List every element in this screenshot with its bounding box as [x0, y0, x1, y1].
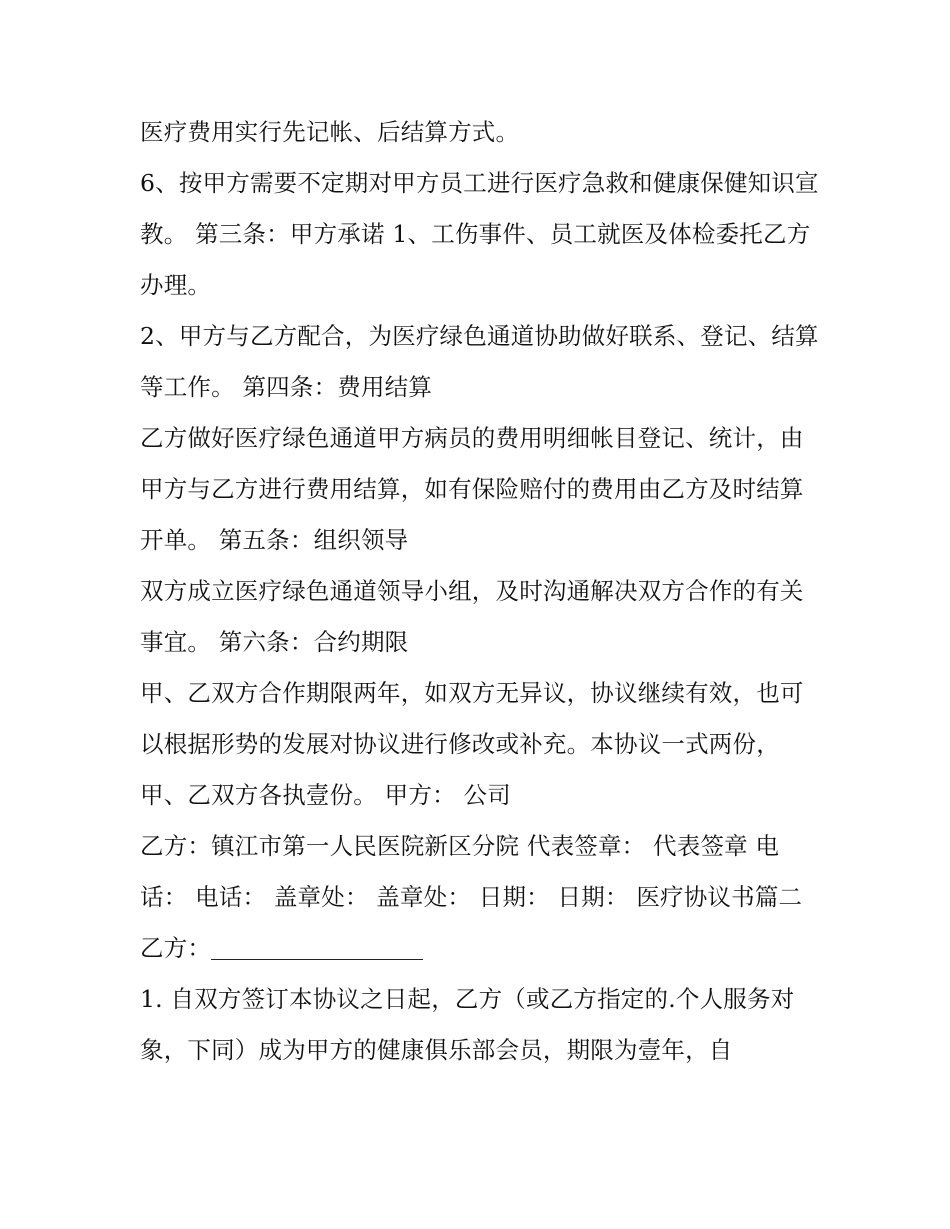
paragraph-7: 乙方：镇江市第一人民医院新区分院 代表签章： 代表签章 电话： 电话： 盖章处： 盖章处： 日期： 日期： 医疗协议书篇二	[140, 832, 803, 911]
paragraph-5: 双方成立医疗绿色通道领导小组，及时沟通解决双方合作的有关事宜。 第六条：合约期限	[140, 577, 804, 656]
party-b-line	[140, 923, 820, 974]
paragraph-4: 乙方做好医疗绿色通道甲方病员的费用明细帐目登记、统计，由甲方与乙方进行费用结算，如有保险赔付的费用由乙方及时结算开单。 第五条：组织领导	[140, 424, 804, 554]
paragraph-1: 医疗费用实行先记帐、后结算方式。	[140, 118, 520, 146]
paragraph-item-1: 1. 自双方签订本协议之日起，乙方（或乙方指定的.个人服务对象，下同）成为甲方的健康俱乐部会员，期限为壹年，自	[140, 985, 795, 1064]
document-body	[140, 107, 820, 1076]
paragraph-3: 2、甲方与乙方配合，为医疗绿色通道协助做好联系、登记、结算等工作。 第四条：费用结算	[140, 322, 819, 401]
paragraph-6: 甲、乙双方合作期限两年，如双方无异议，协议继续有效，也可以根据形势的发展对协议进行修改或补充。本协议一式两份，甲、乙双方各执壹份。 甲方： 公司	[140, 679, 804, 809]
party-b-label: 乙方：	[140, 934, 212, 962]
signature-blank-line	[211, 935, 423, 960]
paragraph-2: 6、按甲方需要不定期对甲方员工进行医疗急救和健康保健知识宣教。 第三条：甲方承诺 1、工伤事件、员工就医及体检委托乙方办理。	[140, 169, 819, 299]
